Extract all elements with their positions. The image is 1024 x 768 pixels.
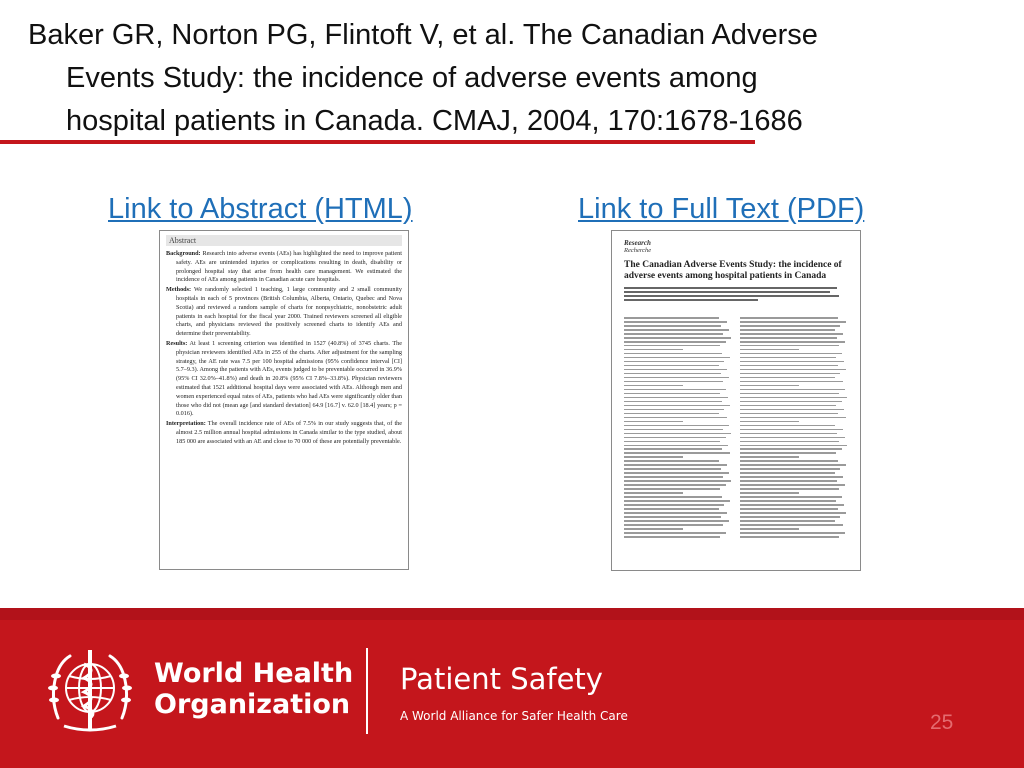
text-line <box>624 337 731 339</box>
text-line <box>740 528 799 530</box>
text-line <box>740 520 835 522</box>
abstract-section-text: We randomly selected 1 teaching, 1 large community and 2 small community hospitals in each of 5 provinces (British Columbia, Alberta, Ontario, Quebec and Nova Scotia) and reviewed a random sample of charts for nonpsychiatric, nonobstetric adult patients in each hospital for the fiscal year 2000. Trained reviewers screened all eligible charts, and physicians reviewed the positively screened charts to identify AEs and determine their preventability. <box>176 286 402 338</box>
who-emblem-icon <box>44 648 136 734</box>
text-line <box>624 524 723 526</box>
abstract-section <box>166 340 402 419</box>
text-line <box>740 417 846 419</box>
abstract-section-text: The overall incidence rate of AEs of 7.5% in our study suggests that, of the almost 2.5 million annual hospital admissions in Canada similar to the type studied, about 185 000 are associated with an AE and close to 70 000 of these are potentially preventable. <box>176 420 403 445</box>
text-line <box>624 425 729 427</box>
text-line <box>740 413 838 415</box>
text-line <box>740 536 839 538</box>
text-line <box>740 405 836 407</box>
text-line <box>624 429 723 431</box>
text-line <box>740 365 838 367</box>
text-line <box>740 421 799 423</box>
text-line <box>740 512 846 514</box>
text-line <box>740 377 835 379</box>
text-line <box>740 361 844 363</box>
text-line <box>740 492 799 494</box>
text-line <box>624 520 729 522</box>
text-line <box>624 452 730 454</box>
text-line <box>740 385 799 387</box>
text-line <box>624 401 722 403</box>
text-line <box>624 508 719 510</box>
fulltext-column <box>740 317 848 540</box>
fulltext-thumbnail[interactable] <box>611 230 861 571</box>
text-line <box>740 441 839 443</box>
text-line <box>740 460 838 462</box>
text-line <box>740 445 847 447</box>
fulltext-section: Research <box>624 239 651 247</box>
text-line <box>740 488 839 490</box>
abstract-section-label: Background: <box>166 250 201 257</box>
fulltext-authors-block <box>624 287 848 317</box>
text-line <box>624 528 683 530</box>
text-line <box>624 329 729 331</box>
patient-safety-title: Patient Safety <box>400 662 603 696</box>
text-line <box>624 536 720 538</box>
text-line <box>740 321 846 323</box>
who-wordmark <box>154 658 353 720</box>
text-line <box>740 401 842 403</box>
text-line <box>624 421 683 423</box>
text-line <box>624 484 726 486</box>
text-line <box>740 409 844 411</box>
text-line <box>740 524 843 526</box>
fulltext-link[interactable]: Link to Full Text (PDF) <box>578 193 865 225</box>
abstract-thumbnail[interactable] <box>159 230 409 570</box>
abstract-section <box>166 250 402 285</box>
abstract-section <box>166 286 402 339</box>
text-line <box>624 417 727 419</box>
patient-safety-subtitle: A World Alliance for Safer Health Care <box>400 709 628 723</box>
text-line <box>624 532 726 534</box>
footer-banner <box>0 608 1024 768</box>
text-line <box>740 381 843 383</box>
text-line <box>740 429 843 431</box>
who-line-2: Organization <box>154 689 351 720</box>
text-line <box>624 397 728 399</box>
text-line <box>740 357 836 359</box>
text-line <box>624 433 731 435</box>
text-line <box>740 433 837 435</box>
text-line <box>740 317 838 319</box>
footer-divider <box>366 648 368 734</box>
text-line <box>740 337 837 339</box>
text-line <box>740 500 836 502</box>
text-line <box>624 464 727 466</box>
abstract-link[interactable]: Link to Abstract (HTML) <box>108 193 413 225</box>
text-line <box>740 397 847 399</box>
text-line <box>624 472 729 474</box>
text-line <box>624 492 683 494</box>
text-line <box>740 480 837 482</box>
text-line <box>624 393 720 395</box>
text-line <box>624 381 723 383</box>
text-line <box>740 353 842 355</box>
text-line <box>624 456 683 458</box>
text-line <box>740 437 845 439</box>
text-line <box>624 496 722 498</box>
slide-title <box>28 14 998 143</box>
text-line <box>624 512 727 514</box>
text-line <box>740 452 836 454</box>
page-number: 25 <box>930 711 954 734</box>
abstract-section-label: Interpretation: <box>166 420 206 428</box>
text-line <box>624 468 721 470</box>
text-line <box>624 516 721 518</box>
text-line <box>740 349 799 351</box>
text-line <box>624 341 726 343</box>
title-line-2: Events Study: the incidence of adverse events among <box>66 62 758 94</box>
text-line <box>740 484 845 486</box>
title-divider <box>0 140 755 144</box>
text-line <box>740 472 835 474</box>
text-line <box>624 333 723 335</box>
abstract-section <box>166 420 402 446</box>
text-line <box>624 488 720 490</box>
text-line <box>624 385 683 387</box>
title-line-1: Baker GR, Norton PG, Flintoft V, et al. The Canadian Adverse <box>28 19 818 51</box>
text-line <box>740 341 845 343</box>
text-line <box>624 500 730 502</box>
text-line <box>740 468 840 470</box>
abstract-header: Abstract <box>166 235 402 246</box>
text-line <box>624 448 722 450</box>
text-line <box>740 393 839 395</box>
text-line <box>624 460 719 462</box>
text-line <box>740 464 846 466</box>
fulltext-column <box>624 317 732 540</box>
text-line <box>740 532 845 534</box>
text-line <box>624 389 726 391</box>
text-line <box>624 409 724 411</box>
text-line <box>624 365 719 367</box>
text-line <box>624 325 721 327</box>
text-line <box>624 353 722 355</box>
abstract-section-text: At least 1 screening criterion was identified in 1527 (40.8%) of 3745 charts. The physician reviewers identified AEs in 255 of the charts. After adjustment for the sampling strategy, the AE rate was 7.5 per 100 hospital admissions (95% confidence interval [CI] 5.7–9.3). Among the patients with AEs, events judged to be preventable occurred in 36.9% (95% CI 32.0%–41.8%) and death in 20.8% (95% CI 7.8%–33.8%). Physician reviewers estimated that 1521 additional hospital days were associated with AEs. Although men and women experienced equal rates of AEs, patients who had AEs were significantly older than those who did not (mean age [and standard deviation] 64.9 [16.7] v. 62.0 [18.4] years; p = 0.016). <box>176 339 402 418</box>
text-line <box>740 373 840 375</box>
text-line <box>740 345 839 347</box>
text-line <box>624 361 724 363</box>
fulltext-subsection: Recherche <box>624 247 652 254</box>
text-line <box>624 369 727 371</box>
text-line <box>624 373 721 375</box>
text-line <box>624 437 726 439</box>
text-line <box>740 389 845 391</box>
text-line <box>740 329 835 331</box>
text-line <box>740 504 844 506</box>
text-line <box>740 333 843 335</box>
text-line <box>624 504 724 506</box>
text-line <box>624 405 730 407</box>
fulltext-title: The Canadian Adverse Events Study: the incidence of adverse events among hospital patients in Canada <box>624 260 842 281</box>
abstract-section-text: Research into adverse events (AEs) has highlighted the need to improve patient safety. AEs are unintended injuries or complications resulting in death, disability or prolonged hospital stay that arise from health care management. We estimated the incidence of AEs among patients in Canadian acute care hospitals. <box>176 250 402 284</box>
text-line <box>740 508 838 510</box>
text-line <box>624 480 731 482</box>
text-line <box>740 516 840 518</box>
text-line <box>740 496 842 498</box>
text-line <box>624 476 723 478</box>
text-line <box>624 413 719 415</box>
abstract-section-label: Methods: <box>166 286 192 294</box>
text-line <box>624 345 720 347</box>
text-line <box>624 317 719 319</box>
abstract-section-label: Results: <box>166 339 188 347</box>
text-line <box>740 456 799 458</box>
text-line <box>740 448 842 450</box>
text-line <box>740 369 846 371</box>
text-line <box>624 349 683 351</box>
text-line <box>624 377 729 379</box>
text-line <box>740 425 835 427</box>
title-line-3: hospital patients in Canada. CMAJ, 2004, 170:1678-1686 <box>66 105 803 137</box>
text-line <box>740 325 840 327</box>
text-line <box>624 445 728 447</box>
who-line-1: World Health <box>154 658 354 689</box>
text-line <box>624 321 727 323</box>
text-line <box>740 476 843 478</box>
text-line <box>624 357 730 359</box>
text-line <box>624 441 720 443</box>
fulltext-body <box>624 317 848 540</box>
footer-strip <box>0 608 1024 620</box>
